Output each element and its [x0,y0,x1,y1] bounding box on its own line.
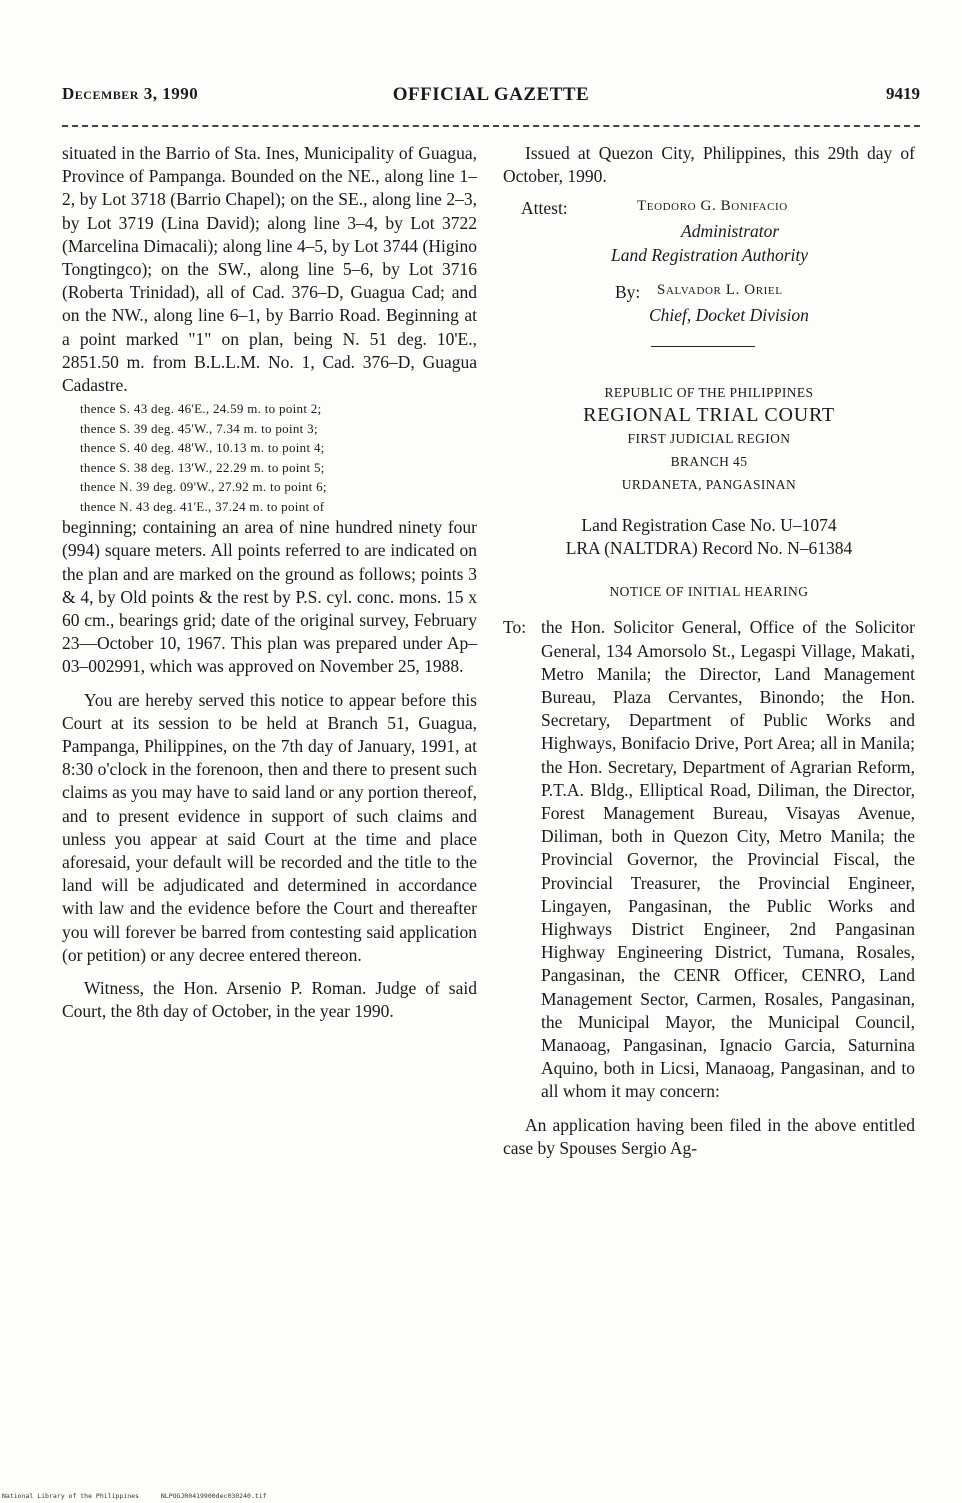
bearing-line: thence S. 39 deg. 45'W., 7.34 m. to point 3; [80,420,318,436]
page-number: 9419 [886,84,920,103]
record-number: LRA (NALTDRA) Record No. N–61384 [565,538,853,559]
signature-rule [651,346,755,347]
addressees-list: the Hon. Solicitor General, Office of the Solicitor General, 134 Amorsolo St., Legaspi Village, Makati, Metro Manila; the Director, Land Management Bureau, Plaza Cervantes, Binondo; the Hon. Secretary, Department of Public Works and Highways, Bonifacio Drive, Port Area; all in Manila; the Hon. Secretary, Department of Agrarian Reform, P.T.A. Bldg., Elliptical Road, Diliman, the Director, Forest Management Bureau, Visayas Avenue, Diliman, both in Quezon City, Metro Manila; the Provincial Governor, the Provincial Fiscal, the Provincial Treasurer, the Provincial Engineer, Lingayen, Pangasinan, the Public Works and Highways District Engineer, 2nd Pangasinan Highway Engineering District, Tumana, Rosales, Pangasinan, the CENR Officer, CENRO, Land Management Sector, Carmen, Rosales, Pangasinan, the Municipal Mayor, the Municipal Council, Manaoag, Pangasinan, Ignacio Garcia, Saturnina Aquino, both in Licsi, Manaoag, Pangasinan, and to all whom it may concern: [541,617,915,1102]
library-credit: National Library of the Philippines [2,1492,139,1500]
bearing-line: thence N. 39 deg. 09'W., 27.92 m. to point 6; [80,479,327,495]
by-label: By: [615,282,641,303]
branch-line: BRANCH 45 [670,454,748,470]
witness-paragraph: Witness, the Hon. Arsenio P. Roman. Judge of said Court, the 8th day of October, in the year 1990. [62,978,477,1022]
attest-label: Attest: [521,198,568,219]
docket-chief-title: Chief, Docket Division [649,305,809,326]
area-description: beginning; containing an area of nine hundred ninety four (994) square meters. All points referred to are indicated on the plan and are marked on the ground as follows; points 3 & 4, by Old points & the rest by P.S. cyl. conc. mons. 15 x 60 cm., bearings grid; date of the original survey, February 23—October 10, 1967. This plan was prepared under Ap–03–002991, which was approved on November 25, 1988. [62,517,477,677]
administrator-title: Administrator [681,221,780,242]
scan-footer [2,1492,285,1500]
case-info [503,514,915,560]
authority-name: Land Registration Authority [611,245,809,266]
attestation-block [503,198,915,338]
court-heading [503,381,915,496]
served-notice-paragraph: You are hereby served this notice to appear before this Court at its session to be held at Branch 51, Guagua, Pampanga, Philippines, on the 7th day of January, 1991, at 8:30 o'clock in the forenoon, then and there to present such claims as you may have to said land or any portion thereof, and to present evidence in support of such claims and unless you appear at said Court at the time and place aforesaid, your default will be recorded and the title to the land will be adjudicated and determined in accordance with law and the evidence before the Court and thereafter you will forever be barred from contesting said application (or petition) or any decree entered thereon. [62,689,477,965]
bearing-line: thence N. 43 deg. 41'E., 37.24 m. to point of [80,498,325,514]
bearing-line: thence S. 43 deg. 46'E., 24.59 m. to point 2; [80,401,322,417]
court-name: REGIONAL TRIAL COURT [583,404,835,427]
header-rule [62,125,920,127]
notice-title: NOTICE OF INITIAL HEARING [609,584,809,600]
judicial-region: FIRST JUDICIAL REGION [627,431,791,447]
land-description: situated in the Barrio of Sta. Ines, Municipality of Guagua, Province of Pampanga. Bounded on the NE., along line 1–2, by Lot 3718 (Barrio Chapel); on the SE., along line 2–3, by Lot 3719 (Lina David); along line 3–4, by Lot 3722 (Marcelina Dimacali); along line 4–5, by Lot 3744 (Higino Tongtingco); on the SW., along line 5–6, by Lot 3716 (Roberta Trinidad), all of Cad. 376–D, Guagua Cad; and on the NW., along line 6–1, by Barrio Road. Beginning at a point marked "1" on plan, being N. 51 deg. 10'E., 2851.50 m. from B.L.L.M. No. 1, Cad. 376–D, Guagua Cadastre. [62,143,477,396]
case-number: Land Registration Case No. U–1074 [581,515,837,536]
application-paragraph: An application having been filed in the above entitled case by Spouses Sergio Ag- [503,1114,915,1158]
publication-title: OFFICIAL GAZETTE [392,84,590,105]
right-column [503,142,915,1160]
court-location: URDANETA, PANGASINAN [621,477,797,493]
bearing-line: thence S. 38 deg. 13'W., 22.29 m. to point 5; [80,459,325,475]
bearings-list [80,399,477,516]
docket-chief-name: Salvador L. Oriel [657,282,783,299]
scan-filename: NLPOGJR0419900dec030240.tif [160,1492,267,1500]
bearing-line: thence S. 40 deg. 48'W., 10.13 m. to point 4; [80,440,325,456]
issue-date: December 3, 1990 [62,84,199,103]
administrator-name: Teodoro G. Bonifacio [637,198,788,215]
page-header [62,84,920,110]
addressees-block [503,616,915,1103]
left-column [62,142,477,1024]
issued-statement: Issued at Quezon City, Philippines, this 29th day of October, 1990. [503,143,915,187]
to-label: To: [503,617,527,638]
republic-line: REPUBLIC OF THE PHILIPPINES [604,385,814,401]
